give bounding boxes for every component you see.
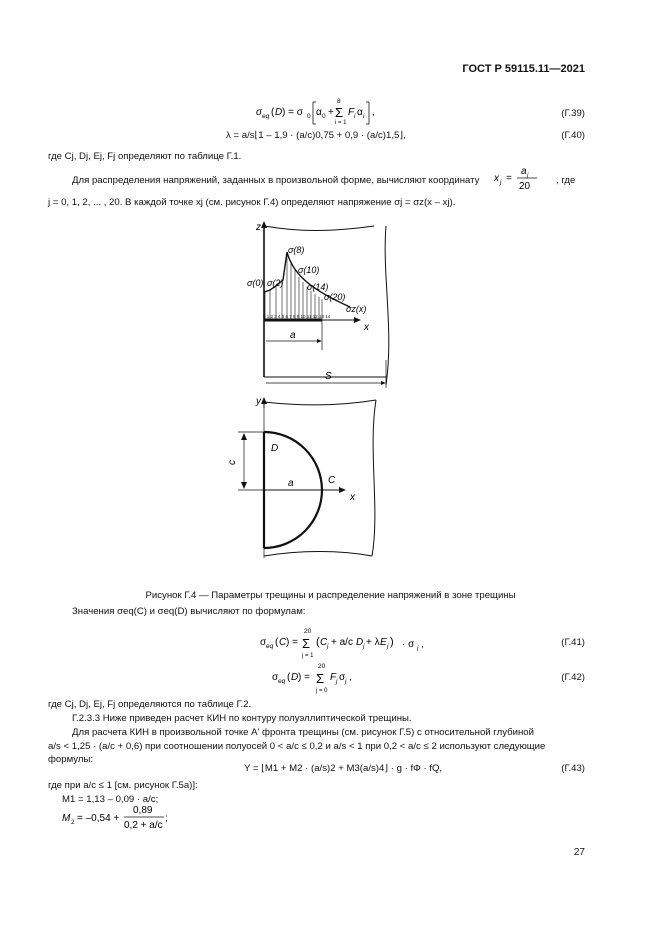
point-d-label: D [271, 443, 279, 454]
dim-c-arrow-bottom [241, 482, 247, 489]
page-number: 27 [573, 847, 585, 858]
svg-text:0 1 2 3 4 5 6 7 8 9 10 11 12 1: 0 1 2 3 4 5 6 7 8 9 10 11 12 13 14 [263, 314, 331, 319]
svg-text:(: ( [316, 636, 320, 648]
dim-a-label: a [290, 330, 296, 341]
svg-text:α: α [316, 107, 322, 118]
svg-text:eq: eq [278, 678, 286, 685]
svg-text:j: j [527, 172, 529, 179]
svg-text:j: j [363, 643, 365, 650]
document-code: ГОСТ Р 59115.11—2021 [462, 63, 585, 75]
svg-text:D: D [275, 107, 283, 118]
svg-text:) =: ) = [286, 637, 298, 648]
svg-text:,: , [372, 107, 375, 118]
svg-text:0: 0 [307, 113, 311, 120]
svg-text:i = 1: i = 1 [335, 120, 347, 126]
dim-a-label-2: a [288, 478, 294, 489]
equation-g42 [272, 662, 372, 699]
plate-bottom-break-2 [264, 552, 372, 557]
svg-text:Σ: Σ [335, 105, 344, 120]
svg-text:C: C [279, 637, 287, 648]
svg-text:· σ: · σ [402, 639, 415, 650]
sigma-8-label: σ(8) [288, 245, 305, 255]
plate-right-break-2 [372, 400, 376, 556]
m1-formula: M1 = 1,13 – 0,09 · a/c; [62, 794, 159, 805]
svg-text:i: i [354, 113, 356, 120]
svg-text:= –0,54 +: = –0,54 + [77, 813, 120, 824]
svg-text:j = 1: j = 1 [302, 653, 314, 659]
dim-s-label: S [325, 371, 332, 382]
crack-shape-diagram [227, 396, 376, 558]
values-intro: Значения σeq(C) и σeq(D) вычисляют по формулам: [72, 606, 306, 617]
svg-text:): ) [390, 636, 394, 648]
sigma-10-label: σ(10) [298, 265, 320, 275]
section-g233: Г.2.3.3 Ниже приведен расчет КИН по контуру полуэллиптической трещины. [72, 713, 412, 724]
svg-text:j: j [345, 678, 347, 685]
g41-sigma-j [402, 637, 432, 651]
y-axis-label: y [256, 396, 261, 407]
z-axis-label: z [256, 222, 261, 233]
svg-text:i: i [363, 113, 365, 120]
svg-text:eq: eq [266, 643, 274, 650]
svg-text:) =: ) = [298, 672, 310, 683]
svg-text:D: D [291, 672, 299, 683]
para-points: j = 0, 1, 2, ... , 20. В каждой точке xj (см. рисунок Г.4) определяют напряжение σj = σz(x – xj). [48, 197, 456, 208]
svg-text:x: x [494, 173, 499, 184]
svg-text:+ a/c: + a/c [331, 637, 353, 648]
stress-diagram [247, 222, 389, 388]
svg-text:σ: σ [260, 637, 267, 648]
svg-text:σ: σ [272, 672, 279, 683]
svg-text:;: ; [165, 813, 168, 824]
figure-caption: Рисунок Г.4 — Параметры трещины и распределение напряжений в зоне трещины [145, 590, 516, 601]
svg-text:j: j [417, 645, 419, 651]
svg-text:F: F [330, 672, 337, 683]
svg-text:E: E [380, 637, 387, 648]
svg-text:j = 0: j = 0 [316, 688, 328, 694]
svg-text:Σ: Σ [316, 671, 325, 686]
m2-formula-svg [62, 803, 172, 835]
svg-text:σ: σ [339, 672, 346, 683]
svg-text:2: 2 [71, 819, 75, 826]
dim-c-label: c [227, 460, 238, 465]
svg-text:σ: σ [256, 107, 263, 118]
sigma-14-label: σ(14) [307, 282, 329, 292]
svg-text:,: , [349, 672, 352, 683]
plate-top-break [264, 226, 374, 231]
svg-text:α: α [357, 107, 363, 118]
point-c-label: C [328, 475, 336, 486]
para-distribution-end: , где [556, 175, 576, 186]
svg-text:C: C [320, 637, 328, 648]
svg-text:j: j [387, 643, 389, 650]
svg-text:0: 0 [322, 113, 326, 120]
para-calc-3: формулы: [48, 754, 94, 765]
svg-text:8: 8 [337, 98, 341, 105]
equation-g41-formula [260, 627, 400, 661]
para-calc-2: a/s < 1,25 · (a/c + 0,6) при соотношении полуосей 0 < a/c ≤ 0,2 и a/s < 1 при 0,2 < a/c ≤ 2 используют следующие [48, 741, 546, 752]
sigma-zx-label: σz(x) [346, 304, 367, 314]
equation-g43-label: (Г.43) [561, 763, 585, 774]
ordinate-ticks [263, 314, 331, 319]
sigma-2-label: σ(2) [267, 278, 284, 288]
svg-text:+ λ: + λ [366, 637, 380, 648]
svg-text:20: 20 [519, 181, 531, 192]
svg-text:20: 20 [304, 628, 312, 635]
equation-g41 [260, 627, 400, 664]
svg-text:(: ( [275, 637, 279, 648]
svg-text:F: F [348, 107, 355, 118]
svg-text:j: j [327, 643, 329, 650]
plate-top-break-2 [264, 400, 376, 405]
svg-text:Σ: Σ [302, 636, 311, 651]
dim-c-arrow-top [241, 433, 247, 440]
svg-text:j: j [336, 678, 338, 685]
svg-text:,: , [421, 639, 424, 650]
x-axis-label: x [364, 322, 369, 333]
m2-formula [62, 803, 172, 838]
svg-text:20: 20 [318, 663, 326, 670]
sigma-0-label: σ(0) [247, 278, 264, 288]
x-axis-label-2: x [350, 492, 355, 503]
equation-g43: Y = ⌊M1 + M2 · (a/s)2 + M3(a/s)4⌋ · g · fΦ · fQ, [244, 763, 443, 774]
svg-text:D: D [356, 637, 364, 648]
svg-text:0,89: 0,89 [133, 805, 153, 816]
where-table-g1: где Cj, Dj, Ej, Fj определяют по таблице Г.1. [48, 151, 242, 162]
svg-text:+: + [328, 107, 334, 118]
equation-g42-formula [272, 662, 372, 696]
svg-text:eq: eq [262, 113, 270, 120]
para-distribution: Для распределения напряжений, заданных в произвольной форме, вычисляют координату [72, 175, 480, 186]
svg-text:j: j [500, 179, 502, 186]
equation-g42-label: (Г.42) [561, 672, 585, 683]
svg-text:M: M [62, 813, 71, 824]
svg-text:) = σ: ) = σ [282, 107, 303, 118]
svg-text:(: ( [287, 672, 291, 683]
equation-g41-label: (Г.41) [561, 637, 585, 648]
para-calc: Для расчета КИН в произвольной точке A' фронта трещины (см. рисунок Г.5) с относительной глубиной [72, 727, 534, 738]
equation-g40-label: (Г.40) [561, 130, 585, 141]
where-ac: где при a/c ≤ 1 [см. рисунок Г.5а)]: [48, 780, 198, 791]
svg-text:a: a [521, 166, 527, 177]
equation-g40: λ = a/s⌊1 – 1,9 · (a/c)0,75 + 0,9 · (a/c)1,5⌋, [226, 130, 406, 141]
equation-g39-label: (Г.39) [561, 108, 585, 119]
svg-text:=: = [506, 173, 512, 184]
sigma-20-label: σ(20) [324, 292, 346, 302]
equation-g41-tail [402, 637, 432, 654]
svg-text:0,2 + a/c: 0,2 + a/c [124, 820, 163, 831]
where-table-g2: где Cj, Dj, Ej, Fj определяются по таблице Г.2. [48, 699, 252, 710]
svg-text:(: ( [271, 107, 275, 118]
